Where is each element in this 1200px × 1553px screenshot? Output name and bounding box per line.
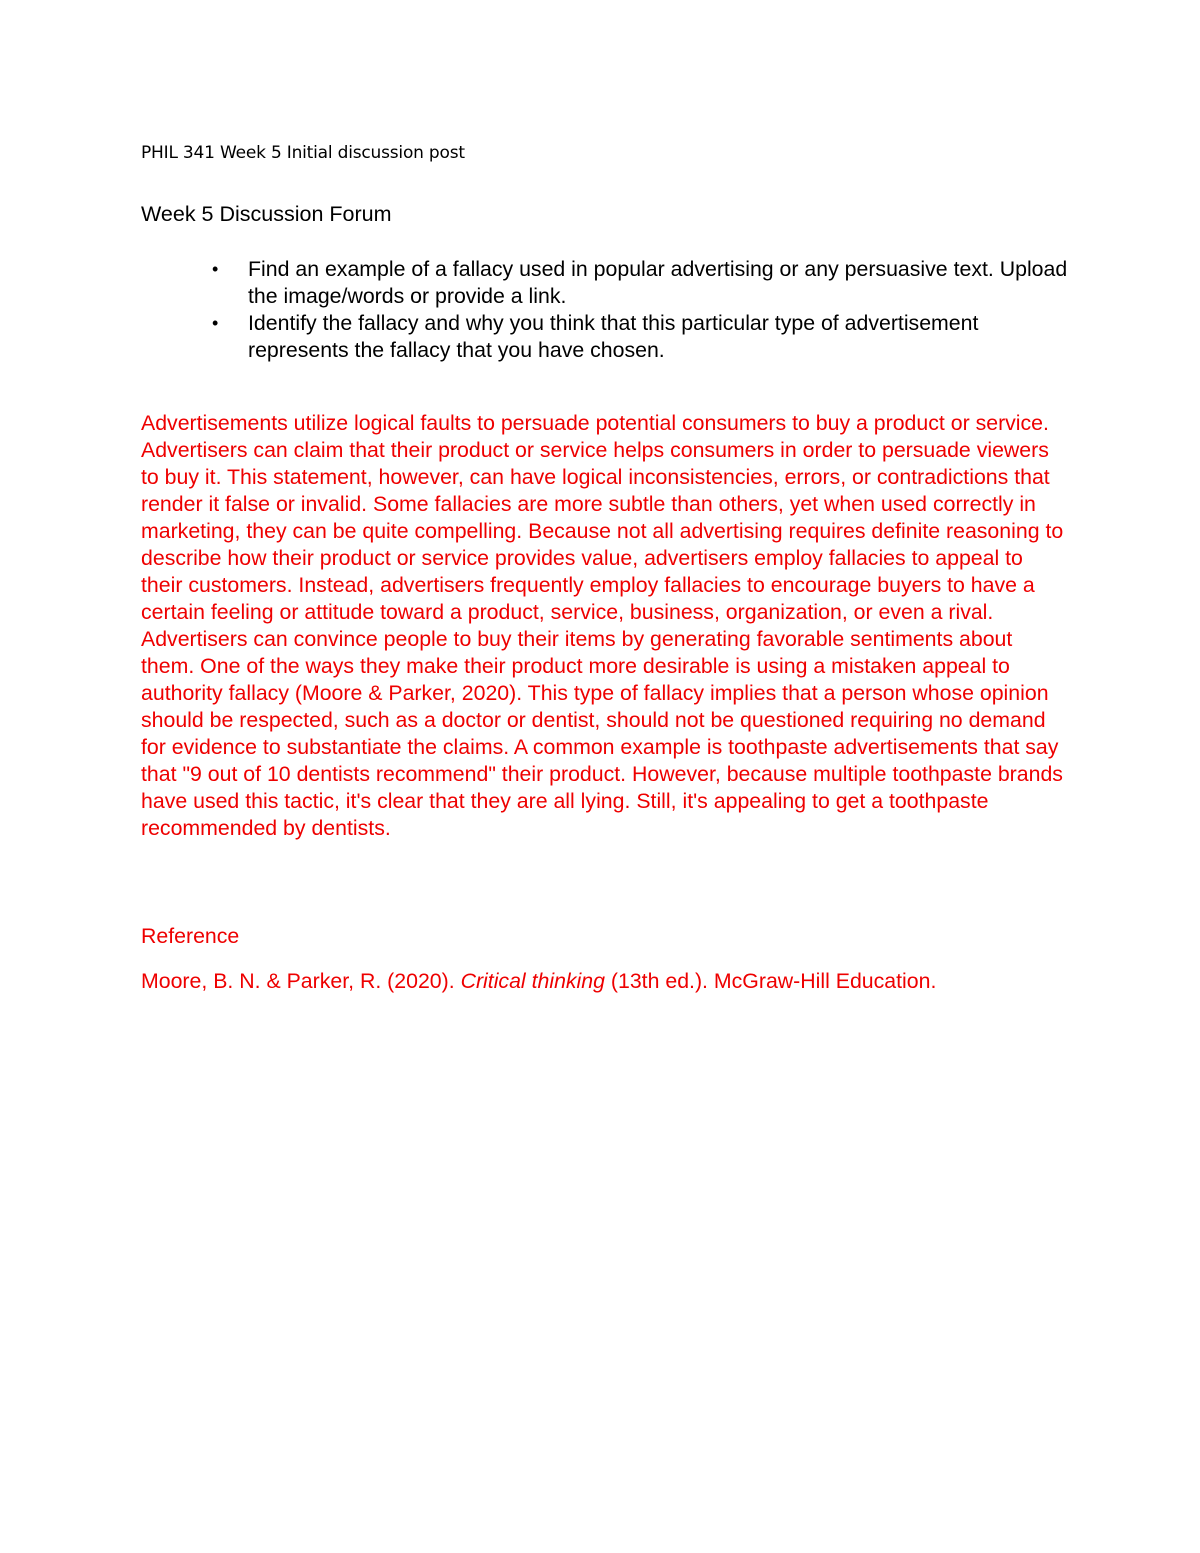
- reference-entry: [141, 969, 936, 994]
- document-title: PHIL 341 Week 5 Initial discussion post: [141, 143, 465, 163]
- bullet-icon: •: [212, 313, 219, 333]
- response-paragraph: Advertisements utilize logical faults to persuade potential consumers to buy a product or service. Advertisers can claim that their product or service helps consumers in order to persuade viewers to buy it. This statement, however, can have logical inconsistencies, errors, or contradictions that render it false or invalid. Some fallacies are more subtle than others, yet when used correctly in marketing, they can be quite compelling. Because not all advertising requires definite reasoning to describe how their product or service provides value, advertisers employ fallacies to appeal to their customers. Instead, advertisers frequently employ fallacies to encourage buyers to have a certain feeling or attitude toward a product, service, business, organization, or even a rival. Advertisers can convince people to buy their items by generating favorable sentiments about them. One of the ways they make their product more desirable is using a mistaken appeal to authority fallacy (Moore & Parker, 2020). This type of fallacy implies that a person whose opinion should be respected, such as a doctor or dentist, should not be questioned requiring no demand for evidence to substantiate the claims. A common example is toothpaste advertisements that say that "9 out of 10 dentists recommend" their product. However, because multiple toothpaste brands have used this tactic, it's clear that they are all lying. Still, it's appealing to get a toothpaste recommended by dentists.: [141, 411, 1064, 840]
- reference-edition-publisher: (13th ed.). McGraw-Hill Education.: [604, 969, 937, 993]
- prompt-text: Find an example of a fallacy used in popular advertising or any persuasive text. Upload the image/words or provide a link.: [248, 257, 1068, 308]
- prompt-text: Identify the fallacy and why you think that this particular type of advertisement represents the fallacy that you have chosen.: [248, 311, 979, 362]
- prompt-item: [0, 310, 1078, 364]
- reference-book-title: Critical thinking: [460, 969, 605, 993]
- reference-authors-year: Moore, B. N. & Parker, R. (2020).: [141, 969, 461, 993]
- prompt-item: [0, 256, 1078, 310]
- forum-heading: Week 5 Discussion Forum: [141, 202, 392, 226]
- prompt-list: [0, 256, 1100, 364]
- bullet-icon: •: [212, 259, 219, 279]
- reference-heading: Reference: [141, 924, 240, 948]
